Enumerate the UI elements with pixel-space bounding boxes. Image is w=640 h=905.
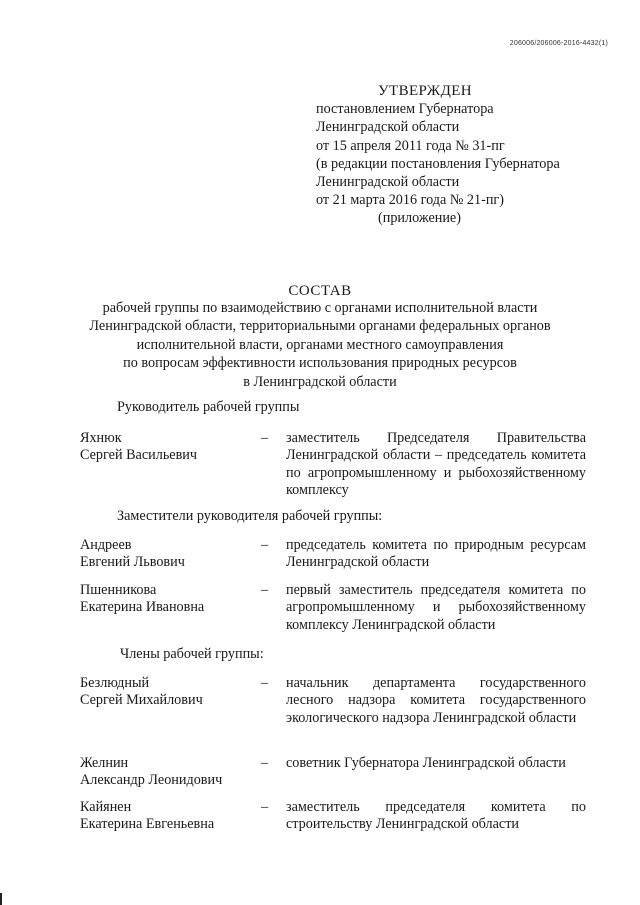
member-role: заместитель Председателя Правительства Ленинградской области – председатель комитета по агропромышленному и рыбохозяйственному комплексу (286, 430, 586, 499)
member-given-name: Сергей Васильевич (80, 447, 198, 464)
subtitle-line: исполнительной власти, органами местного самоуправления (136, 336, 504, 353)
member-given-name: Александр Леонидович (80, 772, 223, 789)
subtitle-line: рабочей группы по взаимодействию с органами исполнительной власти (102, 300, 538, 316)
subtitle-line: Ленинградской области, территориальными органами федеральных органов (89, 318, 551, 335)
approval-line: постановлением Губернатора (316, 101, 494, 118)
approval-line: Ленинградской области (316, 119, 460, 136)
member-given-name: Екатерина Евгеньевна (80, 816, 215, 833)
dash-separator: – (261, 755, 269, 771)
dash-separator: – (261, 582, 269, 598)
member-name (80, 675, 260, 710)
document-title: СОСТАВ (288, 283, 352, 299)
document-id: 206006/206006-2016-4432(1) (509, 40, 608, 47)
member-given-name: Сергей Михайлович (80, 692, 203, 709)
member-surname: Яхнюк (80, 430, 122, 446)
member-name (80, 582, 260, 617)
approval-line: (в редакции постановления Губернатора (316, 155, 560, 172)
member-name (80, 537, 260, 572)
member-role: советник Губернатора Ленинградской области (286, 755, 566, 771)
member-surname: Безлюдный (80, 675, 150, 691)
member-role: начальник департамента государственного лесного надзора комитета государственного экологического надзора Ленинградской области (286, 675, 586, 726)
member-role: председатель комитета по природным ресурсам Ленинградской области (286, 537, 586, 571)
approval-title: УТВЕРЖДЕН (378, 83, 473, 99)
dash-separator: – (261, 799, 269, 815)
member-name (80, 799, 260, 834)
dash-separator: – (261, 430, 269, 446)
approval-line: Ленинградской области (316, 174, 460, 191)
member-role: заместитель председателя комитета по строительству Ленинградской области (286, 799, 586, 833)
member-surname: Кайянен (80, 799, 132, 815)
member-given-name: Екатерина Ивановна (80, 599, 205, 616)
member-given-name: Евгений Львович (80, 554, 185, 571)
approval-block (316, 82, 616, 228)
dash-separator: – (261, 537, 269, 553)
approval-line: от 21 марта 2016 года № 21-пг) (316, 192, 504, 209)
subtitle-line: в Ленинградской области (243, 373, 397, 390)
member-name (80, 430, 260, 465)
section-label-deputies: Заместители руководителя рабочей группы: (117, 508, 383, 524)
member-surname: Желнин (80, 755, 129, 771)
approval-line: от 15 апреля 2011 года № 31-пг (316, 137, 505, 154)
subtitle-line: по вопросам эффективности использования природных ресурсов (123, 355, 517, 372)
scan-edge-mark (0, 893, 2, 905)
section-label-leader: Руководитель рабочей группы (117, 399, 300, 415)
document-subtitle (0, 299, 640, 391)
member-name (80, 755, 260, 790)
approval-note: (приложение) (378, 210, 461, 227)
section-label-members: Члены рабочей группы: (120, 646, 264, 662)
member-surname: Пшенникова (80, 582, 157, 598)
member-role: первый заместитель председателя комитета по агропромышленному и рыбохозяйственному комплексу Ленинградской области (286, 582, 586, 633)
member-surname: Андреев (80, 537, 132, 553)
dash-separator: – (261, 675, 269, 691)
